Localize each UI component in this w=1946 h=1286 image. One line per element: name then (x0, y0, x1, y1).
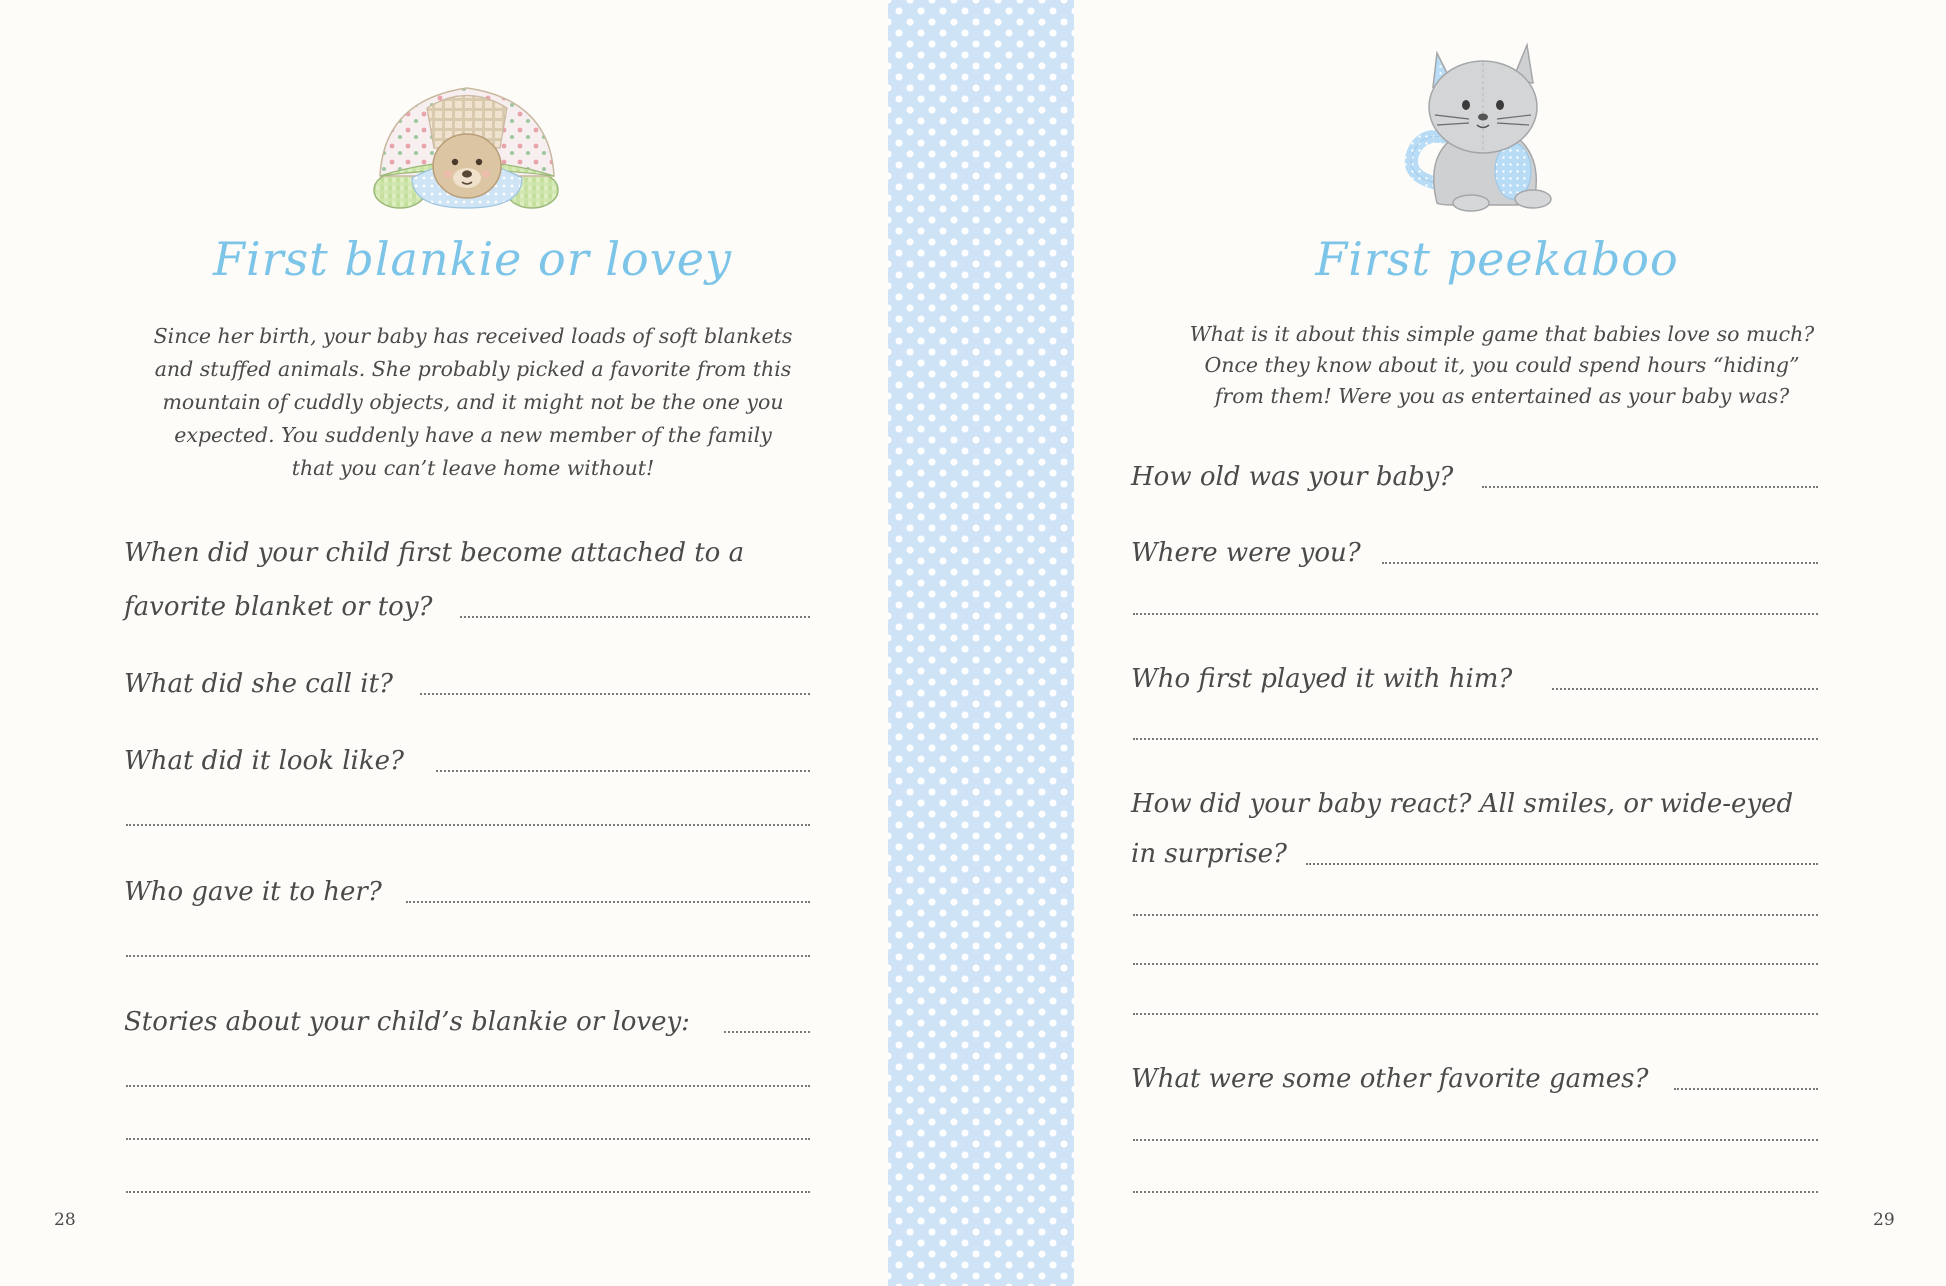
answer-line[interactable] (1306, 863, 1818, 865)
answer-line[interactable] (1133, 738, 1818, 740)
answer-line[interactable] (126, 1191, 810, 1193)
intro-blankie (118, 320, 828, 485)
intro-line: Since her birth, your baby has received loads of soft blankets (153, 324, 793, 348)
intro-line: mountain of cuddly objects, and it might not be the one you (162, 390, 784, 414)
cat-plush-icon (1395, 35, 1570, 215)
question-age: How old was your baby? (1131, 462, 1454, 492)
intro-line: and stuffed animals. She probably picked a favorite from this (154, 357, 792, 381)
answer-line[interactable] (1133, 1191, 1818, 1193)
intro-line: What is it about this simple game that babies love so much? (1189, 322, 1815, 346)
intro-line: that you can’t leave home without! (291, 456, 655, 480)
question-name: What did she call it? (124, 669, 393, 699)
answer-line[interactable] (724, 1031, 810, 1033)
answer-line[interactable] (1133, 1139, 1818, 1141)
answer-line[interactable] (1133, 1013, 1818, 1015)
intro-line: expected. You suddenly have a new member of the family (174, 423, 772, 447)
answer-line[interactable] (460, 616, 810, 618)
question-react: How did your baby react? All smiles, or wide-eyed (1131, 789, 1794, 819)
question-other-games: What were some other favorite games? (1131, 1064, 1649, 1094)
answer-line[interactable] (1133, 914, 1818, 916)
polka-dot-gutter (888, 0, 1074, 1286)
question-gave: Who gave it to her? (124, 877, 382, 907)
question-react-cont: in surprise? (1131, 839, 1287, 869)
answer-line[interactable] (126, 955, 810, 957)
question-who-played: Who first played it with him? (1131, 664, 1513, 694)
question-look: What did it look like? (124, 746, 404, 776)
answer-line[interactable] (126, 824, 810, 826)
answer-line[interactable] (1382, 562, 1818, 564)
turtle-plush-icon (372, 78, 562, 213)
answer-line[interactable] (126, 1085, 810, 1087)
answer-line[interactable] (1133, 963, 1818, 965)
answer-line[interactable] (436, 770, 810, 772)
answer-line[interactable] (406, 901, 810, 903)
question-attached: When did your child first become attached to a (124, 538, 745, 568)
question-where: Where were you? (1131, 538, 1361, 568)
answer-line[interactable] (1552, 688, 1818, 690)
answer-line[interactable] (420, 693, 810, 695)
answer-line[interactable] (1133, 613, 1818, 615)
answer-line[interactable] (126, 1138, 810, 1140)
answer-line[interactable] (1482, 486, 1818, 488)
answer-line[interactable] (1674, 1088, 1818, 1090)
page-title-blankie: First blankie or lovey (213, 232, 732, 286)
intro-peekaboo (1132, 319, 1872, 412)
page-number-right: 29 (1873, 1210, 1895, 1230)
intro-line: from them! Were you as entertained as your baby was? (1214, 384, 1790, 408)
page-number-left: 28 (54, 1210, 76, 1230)
question-attached-cont: favorite blanket or toy? (124, 592, 433, 622)
question-stories: Stories about your child’s blankie or lovey: (124, 1007, 690, 1037)
page-title-peekaboo: First peekaboo (1315, 232, 1679, 286)
intro-line: Once they know about it, you could spend hours “hiding” (1204, 353, 1800, 377)
